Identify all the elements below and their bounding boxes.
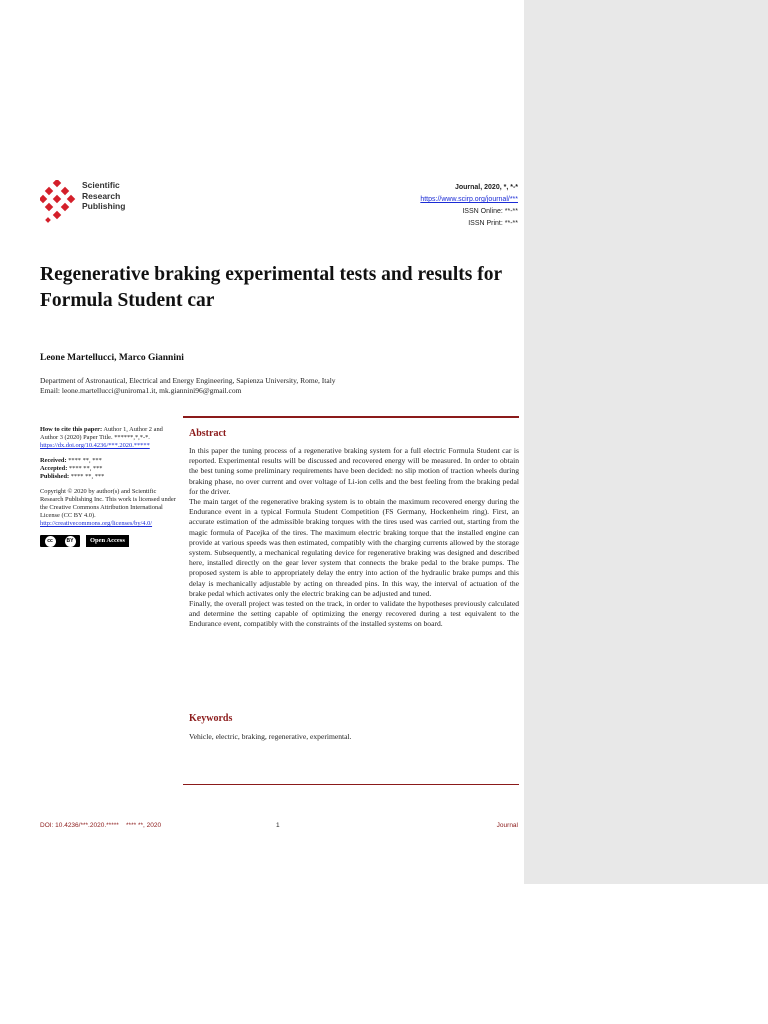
journal-info — [318, 182, 518, 230]
received-value: **** **, *** — [66, 457, 102, 464]
comment-pane — [524, 0, 768, 884]
by-icon: BY — [65, 536, 76, 547]
keywords-heading: Keywords — [189, 713, 233, 724]
footer-date: **** **, 2020 — [126, 822, 162, 829]
published-label: Published: — [40, 473, 70, 480]
keywords-text: Vehicle, electric, braking, regenerative, experimental. — [189, 732, 352, 741]
cite-text: Author 1, Author 2 and Author 3 (2020) Paper Title. ******,*,*-*. — [40, 426, 163, 441]
license-badges — [40, 535, 180, 547]
issn-print: ISSN Print: **-** — [468, 220, 518, 227]
accepted-value: **** **, *** — [67, 465, 103, 472]
abstract-body — [189, 446, 519, 630]
publisher-line-3: Publishing — [82, 201, 126, 211]
affiliation-block — [40, 376, 510, 396]
cite-block — [40, 426, 180, 450]
publisher-line-1: Scientific — [82, 180, 120, 190]
copyright-text: Copyright © 2020 by author(s) and Scientific Research Publishing Inc. This work is licensed under the Creative Commons Attribution International License (CC BY 4.0). — [40, 488, 176, 519]
page-footer — [40, 822, 518, 832]
paper-title: Regenerative braking experimental tests and results for Formula Student car — [40, 264, 502, 311]
footer-doi: DOI: 10.4236/***.2020.***** — [40, 822, 119, 829]
department: Department of Astronautical, Electrical and Energy Engineering, Sapienza University, Rome, Italy — [40, 376, 336, 385]
cite-doi-link[interactable]: https://dx.doi.org/10.4236/***.2020.***** — [40, 442, 150, 449]
top-divider — [183, 416, 519, 418]
cite-label: How to cite this paper: — [40, 426, 103, 433]
license-link[interactable]: http://creativecommons.org/licenses/by/4.0/ — [40, 520, 153, 527]
received-label: Received: — [40, 457, 67, 464]
publisher-name — [82, 180, 125, 212]
email-line: Email: leone.martellucci@uniroma1.it, mk.giannini96@gmail.com — [40, 386, 242, 395]
abstract-paragraph: In this paper the tuning process of a regenerative braking system for a full electric Formula Student car is reported. Experimental results will be discussed and recovered energy will be measured. In order to obtain the best tuning some preliminary requirements have been decided: no slip motion of traction wheels during braking phase, no over current and over voltage of Li-ion cells and the best feeling from the braking pedal for the driver. — [189, 446, 519, 496]
abstract-heading: Abstract — [189, 428, 227, 439]
page-number: 1 — [276, 822, 280, 829]
cc-icon: cc — [45, 536, 56, 547]
abstract-paragraph: Finally, the overall project was tested on the track, in order to validate the hypotheses previously calculated and determine the setting capable of optimizing the energy recovered during a test equivalent to the Endurance event, compatibly with the constraints of the installed systems on board. — [189, 599, 519, 629]
accepted-label: Accepted: — [40, 465, 68, 472]
abstract-paragraph: The main target of the regenerative braking system is to obtain the maximum recovered energy during the Endurance event in a typical Formula Student Competition (FS Germany, Hockenheim ring). First, an accurate estimation of the admissible braking torques with the tires used was carried out, starting from the magic formula of Pacejka of the tires. The maximum electric braking torque that the installed engine can provide at various speeds was then estimated, compatibly with the charging currents allowed by the storage system. Subsequently, a mechanical regulating device for regenerative braking was designed and described here, installed directly on the gear lever system that connects the brake pedal to the brake pumps. The proposed system is able to appropriately delay the entry into action of the hydraulic brake pumps and this delay is mechanically adjustable by acting on threaded pins. In this way, the interval of actuation of the brake pedal which activates only the electric braking can be adjusted and tuned. — [189, 497, 519, 598]
issn-online: ISSN Online: **-** — [462, 208, 518, 215]
dates-block — [40, 457, 180, 481]
scirp-logo-icon — [40, 180, 80, 226]
journal-url-link[interactable]: https://www.scirp.org/journal/*** — [420, 196, 518, 203]
footer-doi-date — [40, 822, 161, 829]
copyright-block — [40, 488, 180, 528]
bottom-divider — [183, 784, 519, 785]
published-value: **** **, *** — [69, 473, 105, 480]
footer-journal: Journal — [496, 822, 518, 829]
cc-by-badge[interactable] — [40, 535, 80, 547]
paper-info-sidebar — [40, 426, 180, 547]
publisher-line-2: Research — [82, 190, 121, 201]
author-list: Leone Martellucci, Marco Giannini — [40, 353, 184, 363]
journal-citation: Journal, 2020, *, *-* — [454, 184, 518, 191]
publisher-logo — [40, 180, 160, 226]
open-access-badge: Open Access — [86, 535, 129, 547]
